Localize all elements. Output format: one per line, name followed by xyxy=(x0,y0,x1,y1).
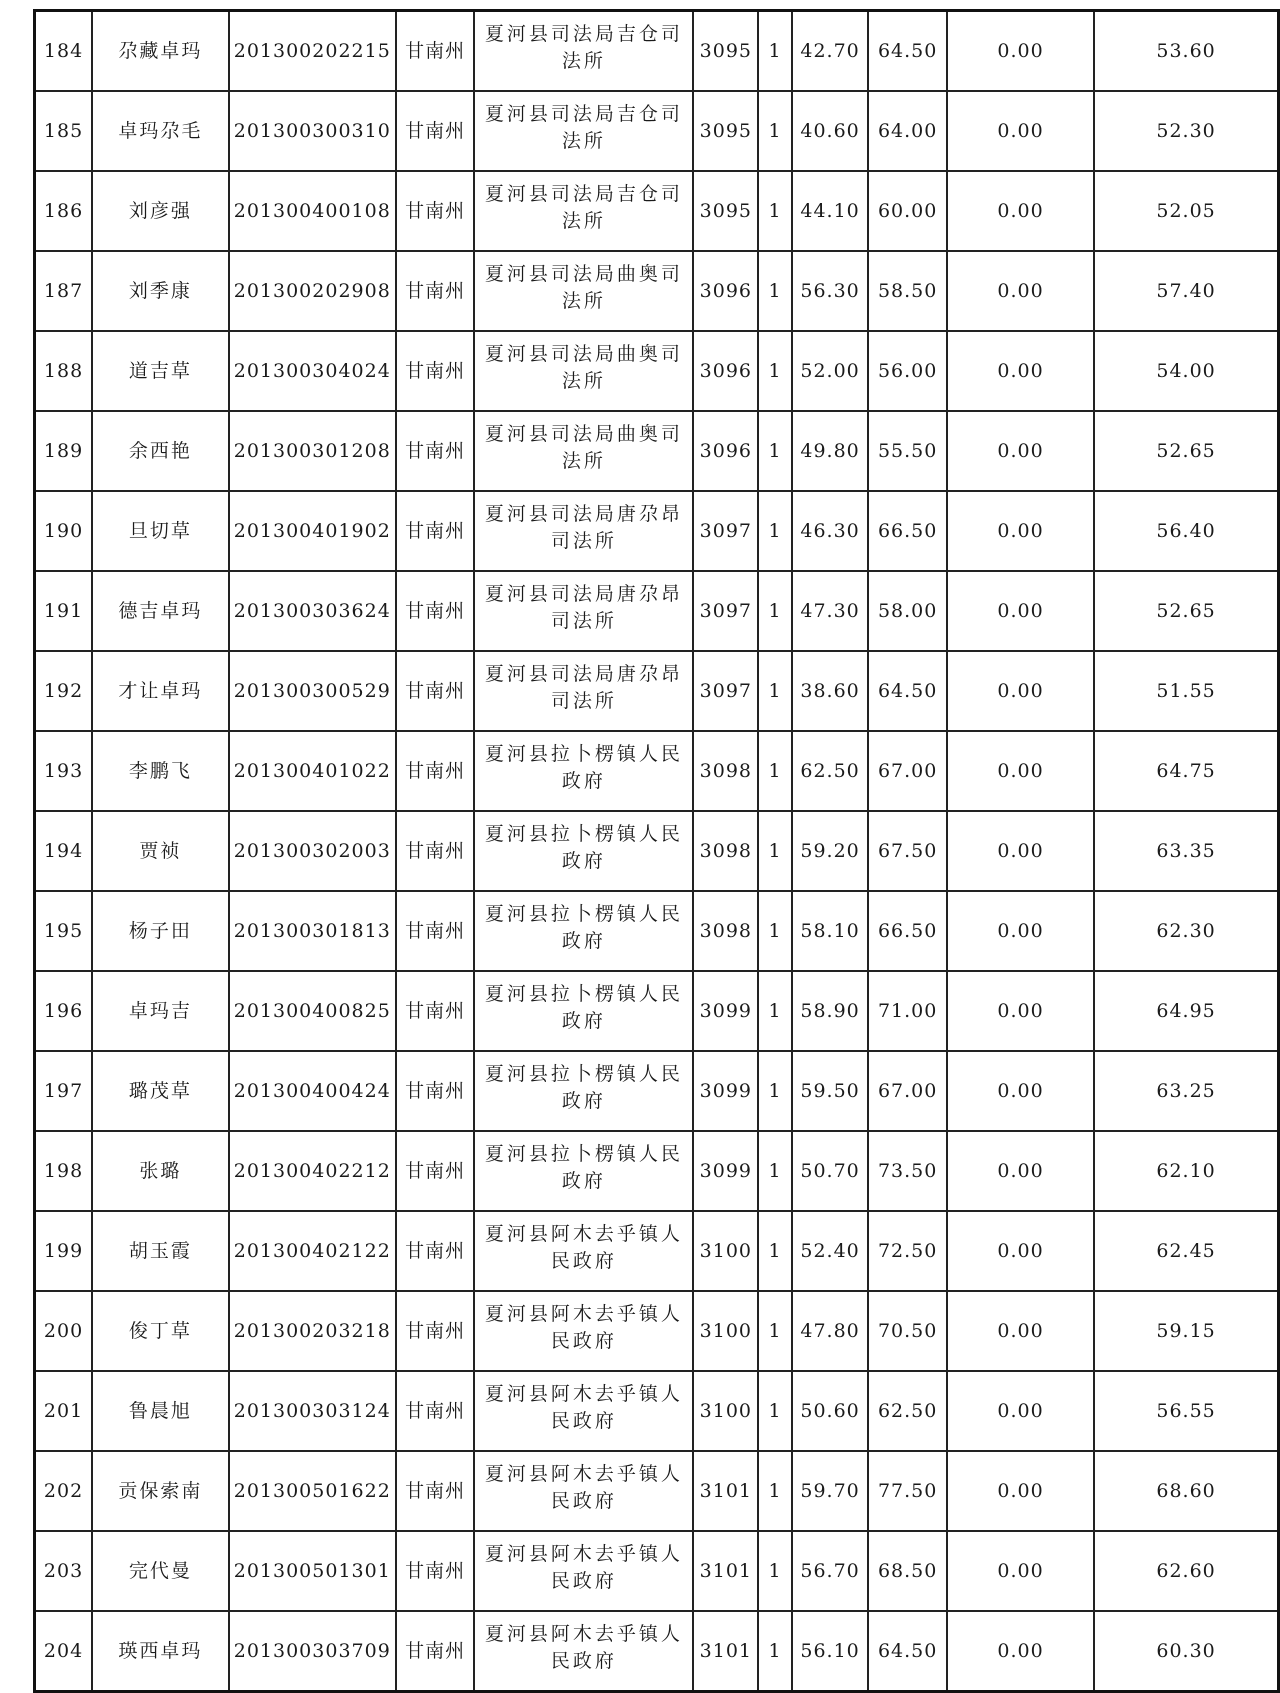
position-code-cell: 3099 xyxy=(693,1051,758,1131)
score-2-cell: 66.50 xyxy=(868,891,946,971)
prefecture-cell: 甘南州 xyxy=(396,1611,475,1692)
score-3-cell: 0.00 xyxy=(947,1531,1094,1611)
exam-id-cell: 201300402212 xyxy=(229,1131,396,1211)
position-code-cell: 3098 xyxy=(693,731,758,811)
total-score-cell: 62.30 xyxy=(1094,891,1278,971)
total-score-cell: 62.10 xyxy=(1094,1131,1278,1211)
candidate-name-cell: 鲁晨旭 xyxy=(92,1371,229,1451)
table-row xyxy=(35,171,1279,251)
row-number-cell: 188 xyxy=(35,331,93,411)
unit-cell: 夏河县司法局曲奥司法所 xyxy=(474,251,693,331)
position-code-cell: 3097 xyxy=(693,571,758,651)
score-2-cell: 64.50 xyxy=(868,651,946,731)
position-code-cell: 3095 xyxy=(693,171,758,251)
score-3-cell: 0.00 xyxy=(947,1291,1094,1371)
prefecture-cell: 甘南州 xyxy=(396,971,475,1051)
row-number-cell: 201 xyxy=(35,1371,93,1451)
total-score-cell: 52.05 xyxy=(1094,171,1278,251)
prefecture-cell: 甘南州 xyxy=(396,171,475,251)
score-table xyxy=(33,9,1280,1693)
candidate-name-cell: 刘彦强 xyxy=(92,171,229,251)
row-number-cell: 184 xyxy=(35,11,93,92)
score-2-cell: 67.00 xyxy=(868,731,946,811)
position-code-cell: 3099 xyxy=(693,971,758,1051)
position-code-cell: 3097 xyxy=(693,651,758,731)
unit-cell: 夏河县司法局吉仓司法所 xyxy=(474,171,693,251)
hire-count-cell: 1 xyxy=(758,331,791,411)
table-row xyxy=(35,1051,1279,1131)
candidate-name-cell: 刘季康 xyxy=(92,251,229,331)
table-row xyxy=(35,1371,1279,1451)
hire-count-cell: 1 xyxy=(758,251,791,331)
prefecture-cell: 甘南州 xyxy=(396,91,475,171)
total-score-cell: 64.95 xyxy=(1094,971,1278,1051)
score-3-cell: 0.00 xyxy=(947,811,1094,891)
total-score-cell: 63.35 xyxy=(1094,811,1278,891)
score-2-cell: 66.50 xyxy=(868,491,946,571)
total-score-cell: 52.65 xyxy=(1094,571,1278,651)
prefecture-cell: 甘南州 xyxy=(396,891,475,971)
score-1-cell: 50.70 xyxy=(792,1131,869,1211)
score-2-cell: 72.50 xyxy=(868,1211,946,1291)
score-2-cell: 58.50 xyxy=(868,251,946,331)
score-2-cell: 55.50 xyxy=(868,411,946,491)
table-row xyxy=(35,331,1279,411)
candidate-name-cell: 俊丁草 xyxy=(92,1291,229,1371)
score-1-cell: 38.60 xyxy=(792,651,869,731)
unit-cell: 夏河县阿木去乎镇人民政府 xyxy=(474,1371,693,1451)
candidate-name-cell: 卓玛吉 xyxy=(92,971,229,1051)
hire-count-cell: 1 xyxy=(758,11,791,92)
row-number-cell: 199 xyxy=(35,1211,93,1291)
prefecture-cell: 甘南州 xyxy=(396,331,475,411)
score-3-cell: 0.00 xyxy=(947,971,1094,1051)
table-row xyxy=(35,891,1279,971)
unit-cell: 夏河县司法局唐尕昂司法所 xyxy=(474,651,693,731)
prefecture-cell: 甘南州 xyxy=(396,1131,475,1211)
score-2-cell: 62.50 xyxy=(868,1371,946,1451)
hire-count-cell: 1 xyxy=(758,91,791,171)
prefecture-cell: 甘南州 xyxy=(396,1211,475,1291)
score-2-cell: 67.50 xyxy=(868,811,946,891)
hire-count-cell: 1 xyxy=(758,731,791,811)
total-score-cell: 64.75 xyxy=(1094,731,1278,811)
score-2-cell: 71.00 xyxy=(868,971,946,1051)
candidate-name-cell: 李鹏飞 xyxy=(92,731,229,811)
row-number-cell: 186 xyxy=(35,171,93,251)
unit-cell: 夏河县拉卜楞镇人民政府 xyxy=(474,1051,693,1131)
prefecture-cell: 甘南州 xyxy=(396,411,475,491)
candidate-name-cell: 胡玉霞 xyxy=(92,1211,229,1291)
exam-id-cell: 201300301208 xyxy=(229,411,396,491)
position-code-cell: 3100 xyxy=(693,1211,758,1291)
exam-id-cell: 201300304024 xyxy=(229,331,396,411)
table-row xyxy=(35,731,1279,811)
exam-id-cell: 201300501301 xyxy=(229,1531,396,1611)
total-score-cell: 62.45 xyxy=(1094,1211,1278,1291)
candidate-name-cell: 卓玛尕毛 xyxy=(92,91,229,171)
prefecture-cell: 甘南州 xyxy=(396,1051,475,1131)
score-3-cell: 0.00 xyxy=(947,1451,1094,1531)
total-score-cell: 60.30 xyxy=(1094,1611,1278,1692)
score-3-cell: 0.00 xyxy=(947,651,1094,731)
exam-id-cell: 201300202908 xyxy=(229,251,396,331)
prefecture-cell: 甘南州 xyxy=(396,1291,475,1371)
score-2-cell: 68.50 xyxy=(868,1531,946,1611)
prefecture-cell: 甘南州 xyxy=(396,11,475,92)
unit-cell: 夏河县司法局曲奥司法所 xyxy=(474,331,693,411)
position-code-cell: 3100 xyxy=(693,1291,758,1371)
score-3-cell: 0.00 xyxy=(947,411,1094,491)
unit-cell: 夏河县拉卜楞镇人民政府 xyxy=(474,971,693,1051)
total-score-cell: 62.60 xyxy=(1094,1531,1278,1611)
row-number-cell: 195 xyxy=(35,891,93,971)
score-3-cell: 0.00 xyxy=(947,1051,1094,1131)
candidate-name-cell: 璐茂草 xyxy=(92,1051,229,1131)
hire-count-cell: 1 xyxy=(758,1611,791,1692)
unit-cell: 夏河县阿木去乎镇人民政府 xyxy=(474,1291,693,1371)
table-body xyxy=(35,11,1279,1692)
score-1-cell: 47.80 xyxy=(792,1291,869,1371)
unit-cell: 夏河县拉卜楞镇人民政府 xyxy=(474,731,693,811)
score-1-cell: 40.60 xyxy=(792,91,869,171)
candidate-name-cell: 旦切草 xyxy=(92,491,229,571)
score-3-cell: 0.00 xyxy=(947,1611,1094,1692)
hire-count-cell: 1 xyxy=(758,411,791,491)
score-3-cell: 0.00 xyxy=(947,1131,1094,1211)
total-score-cell: 53.60 xyxy=(1094,11,1278,92)
hire-count-cell: 1 xyxy=(758,1451,791,1531)
hire-count-cell: 1 xyxy=(758,891,791,971)
score-3-cell: 0.00 xyxy=(947,251,1094,331)
hire-count-cell: 1 xyxy=(758,1131,791,1211)
position-code-cell: 3101 xyxy=(693,1451,758,1531)
position-code-cell: 3097 xyxy=(693,491,758,571)
hire-count-cell: 1 xyxy=(758,171,791,251)
hire-count-cell: 1 xyxy=(758,1211,791,1291)
table-row xyxy=(35,1451,1279,1531)
candidate-name-cell: 贾祯 xyxy=(92,811,229,891)
unit-cell: 夏河县司法局唐尕昂司法所 xyxy=(474,571,693,651)
candidate-name-cell: 完代曼 xyxy=(92,1531,229,1611)
row-number-cell: 189 xyxy=(35,411,93,491)
prefecture-cell: 甘南州 xyxy=(396,811,475,891)
row-number-cell: 203 xyxy=(35,1531,93,1611)
score-3-cell: 0.00 xyxy=(947,171,1094,251)
total-score-cell: 56.40 xyxy=(1094,491,1278,571)
hire-count-cell: 1 xyxy=(758,1371,791,1451)
total-score-cell: 57.40 xyxy=(1094,251,1278,331)
score-3-cell: 0.00 xyxy=(947,491,1094,571)
position-code-cell: 3095 xyxy=(693,11,758,92)
score-2-cell: 67.00 xyxy=(868,1051,946,1131)
score-3-cell: 0.00 xyxy=(947,11,1094,92)
exam-id-cell: 201300501622 xyxy=(229,1451,396,1531)
score-2-cell: 58.00 xyxy=(868,571,946,651)
position-code-cell: 3099 xyxy=(693,1131,758,1211)
unit-cell: 夏河县拉卜楞镇人民政府 xyxy=(474,891,693,971)
position-code-cell: 3096 xyxy=(693,331,758,411)
candidate-name-cell: 贡保索南 xyxy=(92,1451,229,1531)
score-3-cell: 0.00 xyxy=(947,1211,1094,1291)
table-row xyxy=(35,91,1279,171)
position-code-cell: 3101 xyxy=(693,1531,758,1611)
table-row xyxy=(35,1291,1279,1371)
exam-id-cell: 201300300310 xyxy=(229,91,396,171)
prefecture-cell: 甘南州 xyxy=(396,651,475,731)
score-2-cell: 73.50 xyxy=(868,1131,946,1211)
score-2-cell: 64.50 xyxy=(868,1611,946,1692)
score-1-cell: 49.80 xyxy=(792,411,869,491)
row-number-cell: 193 xyxy=(35,731,93,811)
exam-id-cell: 201300302003 xyxy=(229,811,396,891)
table-row xyxy=(35,811,1279,891)
hire-count-cell: 1 xyxy=(758,971,791,1051)
hire-count-cell: 1 xyxy=(758,811,791,891)
position-code-cell: 3100 xyxy=(693,1371,758,1451)
unit-cell: 夏河县阿木去乎镇人民政府 xyxy=(474,1531,693,1611)
score-1-cell: 56.10 xyxy=(792,1611,869,1692)
unit-cell: 夏河县司法局吉仓司法所 xyxy=(474,11,693,92)
unit-cell: 夏河县拉卜楞镇人民政府 xyxy=(474,811,693,891)
score-1-cell: 59.70 xyxy=(792,1451,869,1531)
exam-id-cell: 201300303709 xyxy=(229,1611,396,1692)
exam-id-cell: 201300401022 xyxy=(229,731,396,811)
total-score-cell: 52.65 xyxy=(1094,411,1278,491)
exam-id-cell: 201300303624 xyxy=(229,571,396,651)
exam-id-cell: 201300401902 xyxy=(229,491,396,571)
total-score-cell: 68.60 xyxy=(1094,1451,1278,1531)
prefecture-cell: 甘南州 xyxy=(396,571,475,651)
position-code-cell: 3098 xyxy=(693,891,758,971)
score-2-cell: 64.50 xyxy=(868,11,946,92)
score-1-cell: 42.70 xyxy=(792,11,869,92)
score-1-cell: 47.30 xyxy=(792,571,869,651)
table-row xyxy=(35,571,1279,651)
score-1-cell: 62.50 xyxy=(792,731,869,811)
table-row xyxy=(35,491,1279,571)
row-number-cell: 204 xyxy=(35,1611,93,1692)
row-number-cell: 187 xyxy=(35,251,93,331)
exam-id-cell: 201300300529 xyxy=(229,651,396,731)
score-1-cell: 52.00 xyxy=(792,331,869,411)
total-score-cell: 63.25 xyxy=(1094,1051,1278,1131)
total-score-cell: 52.30 xyxy=(1094,91,1278,171)
score-1-cell: 52.40 xyxy=(792,1211,869,1291)
candidate-name-cell: 余西艳 xyxy=(92,411,229,491)
score-2-cell: 56.00 xyxy=(868,331,946,411)
candidate-name-cell: 德吉卓玛 xyxy=(92,571,229,651)
score-1-cell: 59.20 xyxy=(792,811,869,891)
prefecture-cell: 甘南州 xyxy=(396,251,475,331)
score-1-cell: 50.60 xyxy=(792,1371,869,1451)
score-1-cell: 58.10 xyxy=(792,891,869,971)
score-1-cell: 56.70 xyxy=(792,1531,869,1611)
exam-id-cell: 201300203218 xyxy=(229,1291,396,1371)
total-score-cell: 56.55 xyxy=(1094,1371,1278,1451)
prefecture-cell: 甘南州 xyxy=(396,731,475,811)
unit-cell: 夏河县阿木去乎镇人民政府 xyxy=(474,1611,693,1692)
score-2-cell: 77.50 xyxy=(868,1451,946,1531)
position-code-cell: 3101 xyxy=(693,1611,758,1692)
table-row xyxy=(35,1611,1279,1692)
total-score-cell: 51.55 xyxy=(1094,651,1278,731)
exam-id-cell: 201300301813 xyxy=(229,891,396,971)
score-2-cell: 70.50 xyxy=(868,1291,946,1371)
hire-count-cell: 1 xyxy=(758,1051,791,1131)
candidate-name-cell: 尕藏卓玛 xyxy=(92,11,229,92)
score-3-cell: 0.00 xyxy=(947,331,1094,411)
row-number-cell: 192 xyxy=(35,651,93,731)
prefecture-cell: 甘南州 xyxy=(396,1451,475,1531)
table-row xyxy=(35,251,1279,331)
unit-cell: 夏河县司法局曲奥司法所 xyxy=(474,411,693,491)
row-number-cell: 190 xyxy=(35,491,93,571)
score-3-cell: 0.00 xyxy=(947,571,1094,651)
row-number-cell: 185 xyxy=(35,91,93,171)
table-row xyxy=(35,411,1279,491)
candidate-name-cell: 瑛西卓玛 xyxy=(92,1611,229,1692)
hire-count-cell: 1 xyxy=(758,571,791,651)
unit-cell: 夏河县阿木去乎镇人民政府 xyxy=(474,1451,693,1531)
candidate-name-cell: 张璐 xyxy=(92,1131,229,1211)
row-number-cell: 196 xyxy=(35,971,93,1051)
hire-count-cell: 1 xyxy=(758,1531,791,1611)
score-2-cell: 64.00 xyxy=(868,91,946,171)
score-1-cell: 56.30 xyxy=(792,251,869,331)
prefecture-cell: 甘南州 xyxy=(396,1371,475,1451)
hire-count-cell: 1 xyxy=(758,491,791,571)
row-number-cell: 198 xyxy=(35,1131,93,1211)
row-number-cell: 202 xyxy=(35,1451,93,1531)
position-code-cell: 3096 xyxy=(693,411,758,491)
score-3-cell: 0.00 xyxy=(947,731,1094,811)
score-1-cell: 46.30 xyxy=(792,491,869,571)
row-number-cell: 191 xyxy=(35,571,93,651)
unit-cell: 夏河县司法局唐尕昂司法所 xyxy=(474,491,693,571)
score-1-cell: 44.10 xyxy=(792,171,869,251)
row-number-cell: 197 xyxy=(35,1051,93,1131)
position-code-cell: 3095 xyxy=(693,91,758,171)
exam-id-cell: 201300400424 xyxy=(229,1051,396,1131)
total-score-cell: 54.00 xyxy=(1094,331,1278,411)
table-row xyxy=(35,1211,1279,1291)
table-row xyxy=(35,1131,1279,1211)
score-3-cell: 0.00 xyxy=(947,891,1094,971)
unit-cell: 夏河县拉卜楞镇人民政府 xyxy=(474,1131,693,1211)
table-row xyxy=(35,651,1279,731)
candidate-name-cell: 才让卓玛 xyxy=(92,651,229,731)
hire-count-cell: 1 xyxy=(758,1291,791,1371)
exam-id-cell: 201300402122 xyxy=(229,1211,396,1291)
table-row xyxy=(35,971,1279,1051)
table-row xyxy=(35,1531,1279,1611)
score-2-cell: 60.00 xyxy=(868,171,946,251)
candidate-name-cell: 杨子田 xyxy=(92,891,229,971)
prefecture-cell: 甘南州 xyxy=(396,1531,475,1611)
score-1-cell: 59.50 xyxy=(792,1051,869,1131)
position-code-cell: 3096 xyxy=(693,251,758,331)
candidate-name-cell: 道吉草 xyxy=(92,331,229,411)
exam-id-cell: 201300202215 xyxy=(229,11,396,92)
position-code-cell: 3098 xyxy=(693,811,758,891)
total-score-cell: 59.15 xyxy=(1094,1291,1278,1371)
score-3-cell: 0.00 xyxy=(947,91,1094,171)
unit-cell: 夏河县司法局吉仓司法所 xyxy=(474,91,693,171)
row-number-cell: 194 xyxy=(35,811,93,891)
score-3-cell: 0.00 xyxy=(947,1371,1094,1451)
prefecture-cell: 甘南州 xyxy=(396,491,475,571)
row-number-cell: 200 xyxy=(35,1291,93,1371)
exam-id-cell: 201300303124 xyxy=(229,1371,396,1451)
table-row xyxy=(35,11,1279,92)
exam-id-cell: 201300400108 xyxy=(229,171,396,251)
score-1-cell: 58.90 xyxy=(792,971,869,1051)
exam-id-cell: 201300400825 xyxy=(229,971,396,1051)
hire-count-cell: 1 xyxy=(758,651,791,731)
unit-cell: 夏河县阿木去乎镇人民政府 xyxy=(474,1211,693,1291)
